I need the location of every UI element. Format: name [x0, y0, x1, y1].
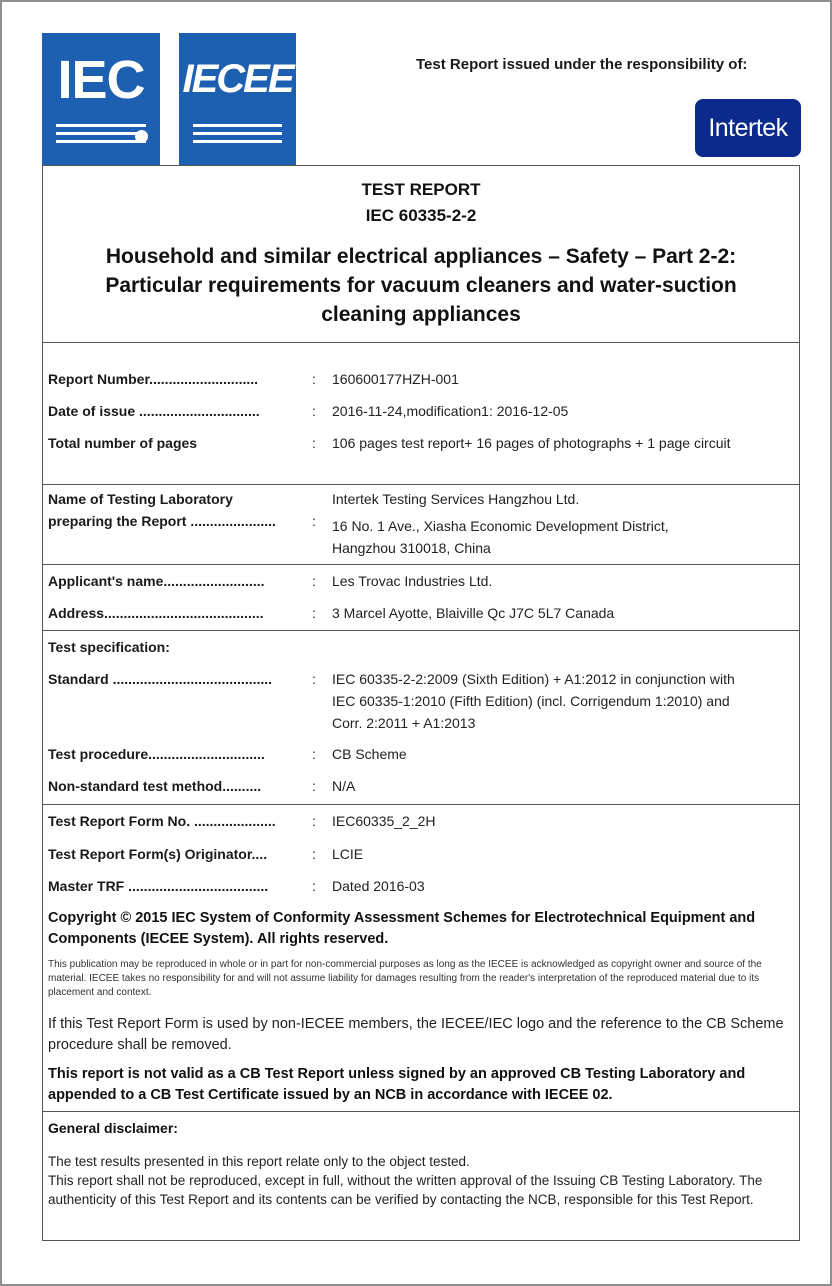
lab-name-label-2: preparing the Report ......................: [48, 513, 276, 529]
iec-logo-text: IEC: [57, 50, 145, 110]
applicant-label: Applicant's name..........................: [48, 573, 265, 589]
copyright-notice: Copyright © 2015 IEC System of Conformity Assessment Schemes for Electrotechnical Equipment and Components (IECEE System). All rights reserved.: [48, 910, 756, 947]
section-divider: [43, 804, 799, 805]
lab-name-label-1: Name of Testing Laboratory: [48, 491, 233, 507]
disclaimer-line-2: This report shall not be reproduced, except in full, without the written approval of the Issuing CB Testing Laboratory. The authenticity of this Test Report and its contents can be verified by contacting the NCB, responsible for this Test Report.: [48, 1173, 763, 1207]
standard-value-1: IEC 60335-2-2:2009 (Sixth Edition) + A1:2012 in conjunction with: [332, 671, 735, 687]
title-block: [43, 166, 799, 343]
report-number-value: 160600177HZH-001: [332, 371, 459, 387]
separator: :: [312, 403, 316, 419]
reproduction-note: This publication may be reproduced in whole or in part for non-commercial purposes as long as the IECEE is acknowledged as copyright owner and source of the material. IECEE takes no responsibility for and will not assume liability for damages resulting from the reader's interpretation of the reproduced material due to its placement and context.: [48, 959, 762, 998]
responsibility-text: Test Report issued under the responsibility of:: [416, 56, 748, 73]
non-member-note: If this Test Report Form is used by non-IECEE members, the IECEE/IEC logo and the reference to the CB Scheme procedure shall be removed.: [48, 1016, 784, 1053]
separator: :: [312, 813, 316, 829]
separator: :: [312, 778, 316, 794]
separator: :: [312, 671, 316, 687]
total-pages-label: Total number of pages: [48, 435, 198, 451]
report-subject: Household and similar electrical appliances – Safety – Part 2-2: Particular requirements for vacuum cleaners and water-suction cleaning appliances: [105, 245, 737, 326]
separator: :: [312, 605, 316, 621]
separator: :: [312, 746, 316, 762]
separator: :: [312, 573, 316, 589]
nonstandard-method-label: Non-standard test method..........: [48, 778, 262, 794]
test-spec-label: Test specification:: [48, 639, 170, 655]
address-label: Address.........................................: [48, 605, 264, 621]
standard-label: Standard .........................................: [48, 671, 273, 687]
test-procedure-value: CB Scheme: [332, 746, 407, 762]
report-form: [42, 165, 800, 1241]
section-divider: [43, 564, 799, 565]
disclaimer-title: General disclaimer:: [48, 1120, 178, 1136]
iecee-logo-lines: [193, 119, 282, 143]
lab-address-line-1: 16 No. 1 Ave., Xiasha Economic Development District,: [332, 518, 669, 534]
separator: :: [312, 846, 316, 862]
iec-logo-dot: [135, 130, 148, 143]
total-pages-value: 106 pages test report+ 16 pages of photographs + 1 page circuit: [332, 435, 731, 451]
disclaimer-text: [48, 1152, 793, 1209]
disclaimer-line-1: The test results presented in this report relate only to the object tested.: [48, 1154, 470, 1169]
iec-logo: [42, 33, 160, 165]
applicant-value: Les Trovac Industries Ltd.: [332, 573, 493, 589]
section-divider: [43, 1111, 799, 1112]
standard-value-3: Corr. 2:2011 + A1:2013: [332, 715, 476, 731]
standard-value-2: IEC 60335-1:2010 (Fifth Edition) (incl. Corrigendum 1:2010) and: [332, 693, 730, 709]
separator: :: [312, 435, 316, 451]
test-procedure-label: Test procedure..............................: [48, 746, 265, 762]
lab-address-line-2: Hangzhou 310018, China: [332, 540, 491, 556]
iecee-logo: [179, 33, 296, 165]
address-value: 3 Marcel Ayotte, Blaiville Qc J7C 5L7 Canada: [332, 605, 615, 621]
intertek-logo: Intertek: [695, 99, 801, 157]
separator: :: [312, 371, 316, 387]
master-trf-value: Dated 2016-03: [332, 878, 425, 894]
separator: :: [312, 513, 316, 529]
trf-originator-value: LCIE: [332, 846, 364, 862]
trf-number-value: IEC60335_2_2H: [332, 813, 436, 829]
nonstandard-method-value: N/A: [332, 778, 356, 794]
section-divider: [43, 630, 799, 631]
iecee-logo-text: IECEE: [182, 57, 293, 101]
separator: :: [312, 878, 316, 894]
date-of-issue-value: 2016-11-24,modification1: 2016-12-05: [332, 403, 569, 419]
report-title: TEST REPORT: [361, 180, 481, 199]
report-number-label: Report Number............................: [48, 371, 259, 387]
lab-name-value: Intertek Testing Services Hangzhou Ltd.: [332, 491, 580, 507]
section-divider: [43, 484, 799, 485]
report-standard: IEC 60335-2-2: [365, 206, 477, 225]
iec-logo-lines: [56, 119, 146, 143]
master-trf-label: Master TRF ....................................: [48, 878, 269, 894]
trf-originator-label: Test Report Form(s) Originator....: [48, 846, 268, 862]
validity-note: This report is not valid as a CB Test Report unless signed by an approved CB Testing Laboratory and appended to a CB Test Certificate issued by an NCB in accordance with IECEE 02.: [48, 1066, 746, 1103]
date-of-issue-label: Date of issue ...............................: [48, 403, 260, 419]
trf-number-label: Test Report Form No. .....................: [48, 813, 276, 829]
